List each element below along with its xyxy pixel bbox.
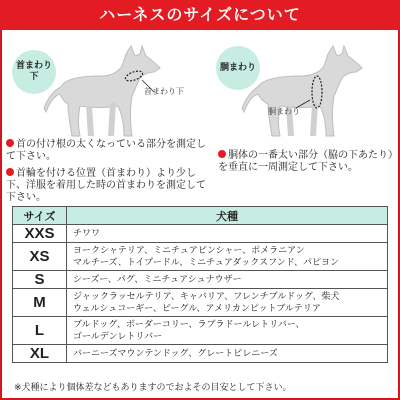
neck-note-1: 首の付け根の太くなっている部分を測定して下さい。 [6, 139, 206, 162]
table-row [13, 289, 388, 317]
footnote: ※犬種により個体差などもありますのでおよその目安として下さい。 [14, 383, 292, 393]
chest-illustration [210, 32, 395, 142]
neck-note-2: 首輪を付ける位置（首まわり）より少し下、洋服を着用した時の首まわりを測定して下さい。 [6, 168, 206, 203]
size-cell: S [13, 271, 67, 289]
breed-cell: シーズー、パグ、ミニチュアシュナウザー [67, 271, 388, 289]
chest-note-1: 胴体の一番太い部分（脇の下あたり）を垂直に一周測定して下さい。 [218, 150, 393, 173]
neck-illustration [6, 32, 196, 142]
bullet-icon [6, 168, 14, 176]
chest-arrow-label: 胴まわり [268, 107, 300, 116]
breed-column-header: 犬種 [67, 207, 388, 225]
bullet-icon [6, 139, 14, 147]
neck-tag: 首まわり下 [12, 50, 56, 94]
table-row [13, 225, 388, 243]
table-header-row [13, 207, 388, 225]
table-row [13, 317, 388, 345]
size-column-header: サイズ [13, 207, 67, 225]
size-table [12, 206, 388, 363]
table-row [13, 243, 388, 271]
breed-cell: バーニーズマウンテンドッグ、グレートピレニーズ [67, 345, 388, 363]
size-cell: M [13, 289, 67, 317]
size-cell: XXS [13, 225, 67, 243]
size-cell: XS [13, 243, 67, 271]
breed-cell: ジャックラッセルテリア、キャバリア、フレンチブルドッグ、柴犬 ウェルシュコーギー、ビーグル、アメリカンピットブルテリア [67, 289, 388, 317]
bullet-icon [218, 150, 226, 158]
breed-cell: ブルドッグ、ボーダーコリー、ラブラドールレトリバー、 ゴールデンレトリバー [67, 317, 388, 345]
page-title: ハーネスのサイズについて [0, 0, 400, 30]
breed-cell: チワワ [67, 225, 388, 243]
size-cell: L [13, 317, 67, 345]
breed-cell: ヨークシャテリア、ミニチュアピンシャー、ポメラニアン マルチーズ、トイプードル、ミニチュアダックスフンド、パピヨン [67, 243, 388, 271]
table-row [13, 271, 388, 289]
size-cell: XL [13, 345, 67, 363]
neck-arrow-label: 首まわり下 [144, 87, 184, 96]
chest-tag: 胴まわり [216, 46, 260, 90]
table-row [13, 345, 388, 363]
